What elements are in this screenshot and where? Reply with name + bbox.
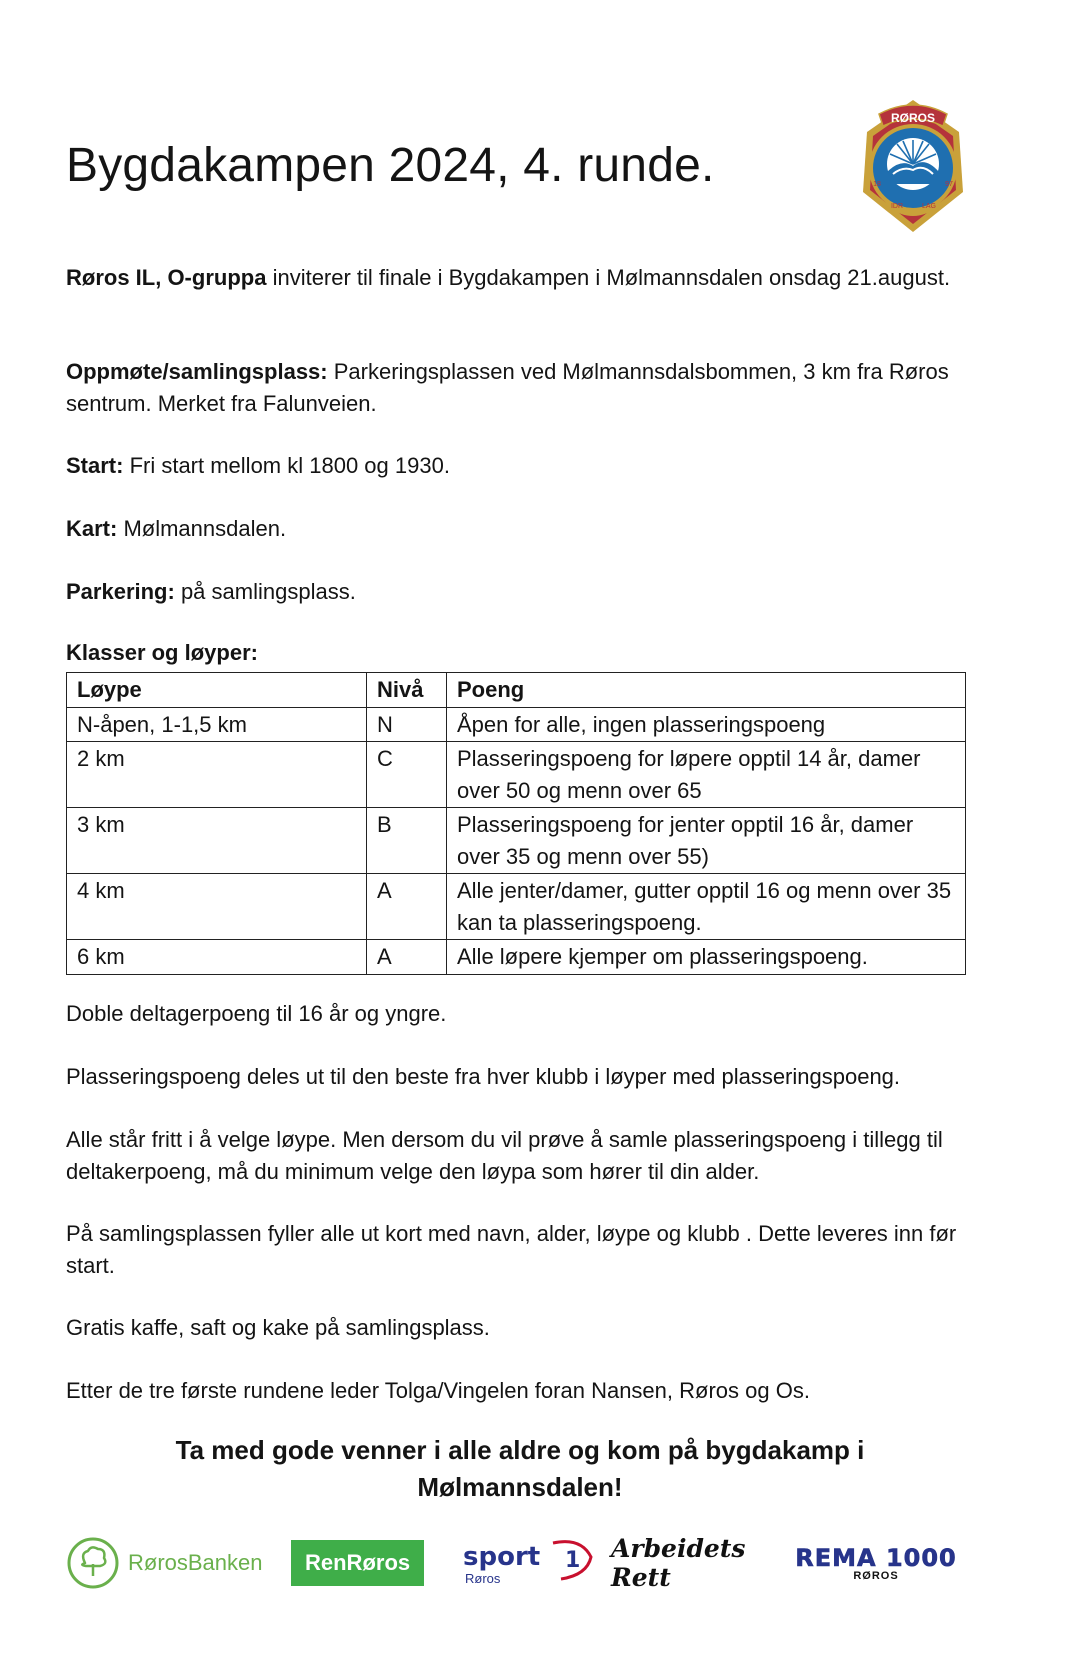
rema-sub-text: RØROS <box>853 1570 899 1582</box>
map-text: Mølmannsdalen. <box>117 516 287 541</box>
sponsor-renroros <box>291 1528 441 1598</box>
sport1-num-text: 1 <box>565 1548 581 1573</box>
roros-il-logo <box>853 92 973 238</box>
level-cell: C <box>367 742 447 808</box>
logo-right-text: 97 <box>945 181 953 188</box>
start-paragraph <box>66 450 986 482</box>
header-cell-level: Nivå <box>367 673 447 708</box>
info-paragraph: Plasseringspoeng deles ut til den beste fra hver klubb i løyper med plasseringspoeng. <box>66 1064 901 1089</box>
renroros-text: RenRøros <box>291 1540 424 1586</box>
points-cell: Åpen for alle, ingen plasseringspoeng <box>447 707 966 742</box>
logo-left-text: 18 <box>873 181 881 188</box>
courses-table <box>66 672 966 975</box>
header-cell-points: Poeng <box>447 673 966 708</box>
start-label: Start: <box>66 453 124 478</box>
info-paragraph: Doble deltagerpoeng til 16 år og yngre. <box>66 1001 447 1026</box>
table-row <box>67 940 966 975</box>
course-cell: 6 km <box>67 940 367 975</box>
points-cell: Alle jenter/damer, gutter opptil 16 og menn over 35 kan ta plasseringspoeng. <box>447 874 966 940</box>
rema-main-text: REMA 1000 <box>795 1544 957 1572</box>
header-cell-course: Løype <box>67 673 367 708</box>
tree-icon <box>66 1536 120 1590</box>
map-label: Kart: <box>66 516 118 541</box>
intro-bold: Røros IL, O-gruppa <box>66 265 267 290</box>
parking-label: Parkering: <box>66 579 175 604</box>
info-paragraph: Gratis kaffe, saft og kake på samlingsplass. <box>66 1315 490 1340</box>
logo-bottom-left-text: IDR <box>890 203 904 210</box>
level-cell: A <box>367 940 447 975</box>
table-row <box>67 874 966 940</box>
intro-paragraph <box>66 262 986 294</box>
level-cell: B <box>367 808 447 874</box>
intro-text: inviterer til finale i Bygdakampen i Mølmannsdalen onsdag 21.august. <box>266 265 951 290</box>
course-cell: 2 km <box>67 742 367 808</box>
logo-top-text: RØROS <box>890 111 936 125</box>
level-cell: N <box>367 707 447 742</box>
sponsor-rorosbanken <box>66 1528 281 1598</box>
table-row <box>67 808 966 874</box>
sport1-logo <box>461 1535 601 1591</box>
info-paragraph: Alle står fritt i å velge løype. Men dersom du vil prøve å samle plasseringspoeng i tillegg til deltakerpoeng, må du minimum velge den løypa som hører til din alder. <box>66 1127 943 1184</box>
course-cell: 4 km <box>67 874 367 940</box>
sponsor-arbeidets-rett <box>611 1528 776 1598</box>
sport1-main-text: sport <box>463 1542 541 1572</box>
parking-paragraph <box>66 576 986 608</box>
meeting-text: Parkeringsplassen ved Mølmannsdalsbommen, 3 km fra Røros sentrum. Merket fra Falunveien. <box>66 359 949 416</box>
sport1-sub-text: Røros <box>465 1571 501 1586</box>
meeting-paragraph <box>66 356 986 419</box>
table-row <box>67 742 966 808</box>
level-cell: A <box>367 874 447 940</box>
course-cell: 3 km <box>67 808 367 874</box>
map-paragraph <box>66 513 986 545</box>
parking-text: på samlingsplass. <box>174 579 356 604</box>
info-paragraph: Etter de tre første rundene leder Tolga/Vingelen foran Nansen, Røros og Os. <box>66 1378 810 1403</box>
meeting-label: Oppmøte/samlingsplass: <box>66 359 328 384</box>
table-row <box>67 707 966 742</box>
logo-bottom-right-text: LAG <box>921 203 937 210</box>
table-header-row <box>67 673 966 708</box>
start-text: Fri start mellom kl 1800 og 1930. <box>123 453 450 478</box>
rorosbanken-text: RørosBanken <box>128 1550 263 1575</box>
info-paragraph: På samlingsplassen fyller alle ut kort med navn, alder, løype og klubb . Dette leveres inn før start. <box>66 1221 957 1278</box>
table-heading: Klasser og løyper: <box>66 640 258 665</box>
sponsor-rema1000 <box>786 1528 966 1598</box>
course-cell: N-åpen, 1-1,5 km <box>67 707 367 742</box>
points-cell: Alle løpere kjemper om plasseringspoeng. <box>447 940 966 975</box>
sponsor-row <box>66 1528 966 1598</box>
points-cell: Plasseringspoeng for løpere opptil 14 år, damer over 50 og menn over 65 <box>447 742 966 808</box>
points-cell: Plasseringspoeng for jenter opptil 16 år, damer over 35 og menn over 55) <box>447 808 966 874</box>
call-to-action: Ta med gode venner i alle aldre og kom på bygdakamp i Mølmannsdalen! <box>175 1435 865 1502</box>
page-title: Bygdakampen 2024, 4. runde. <box>66 139 715 192</box>
arbeidets-rett-text: Arbeidets Rett <box>611 1534 746 1592</box>
sponsor-sport1 <box>461 1528 601 1598</box>
